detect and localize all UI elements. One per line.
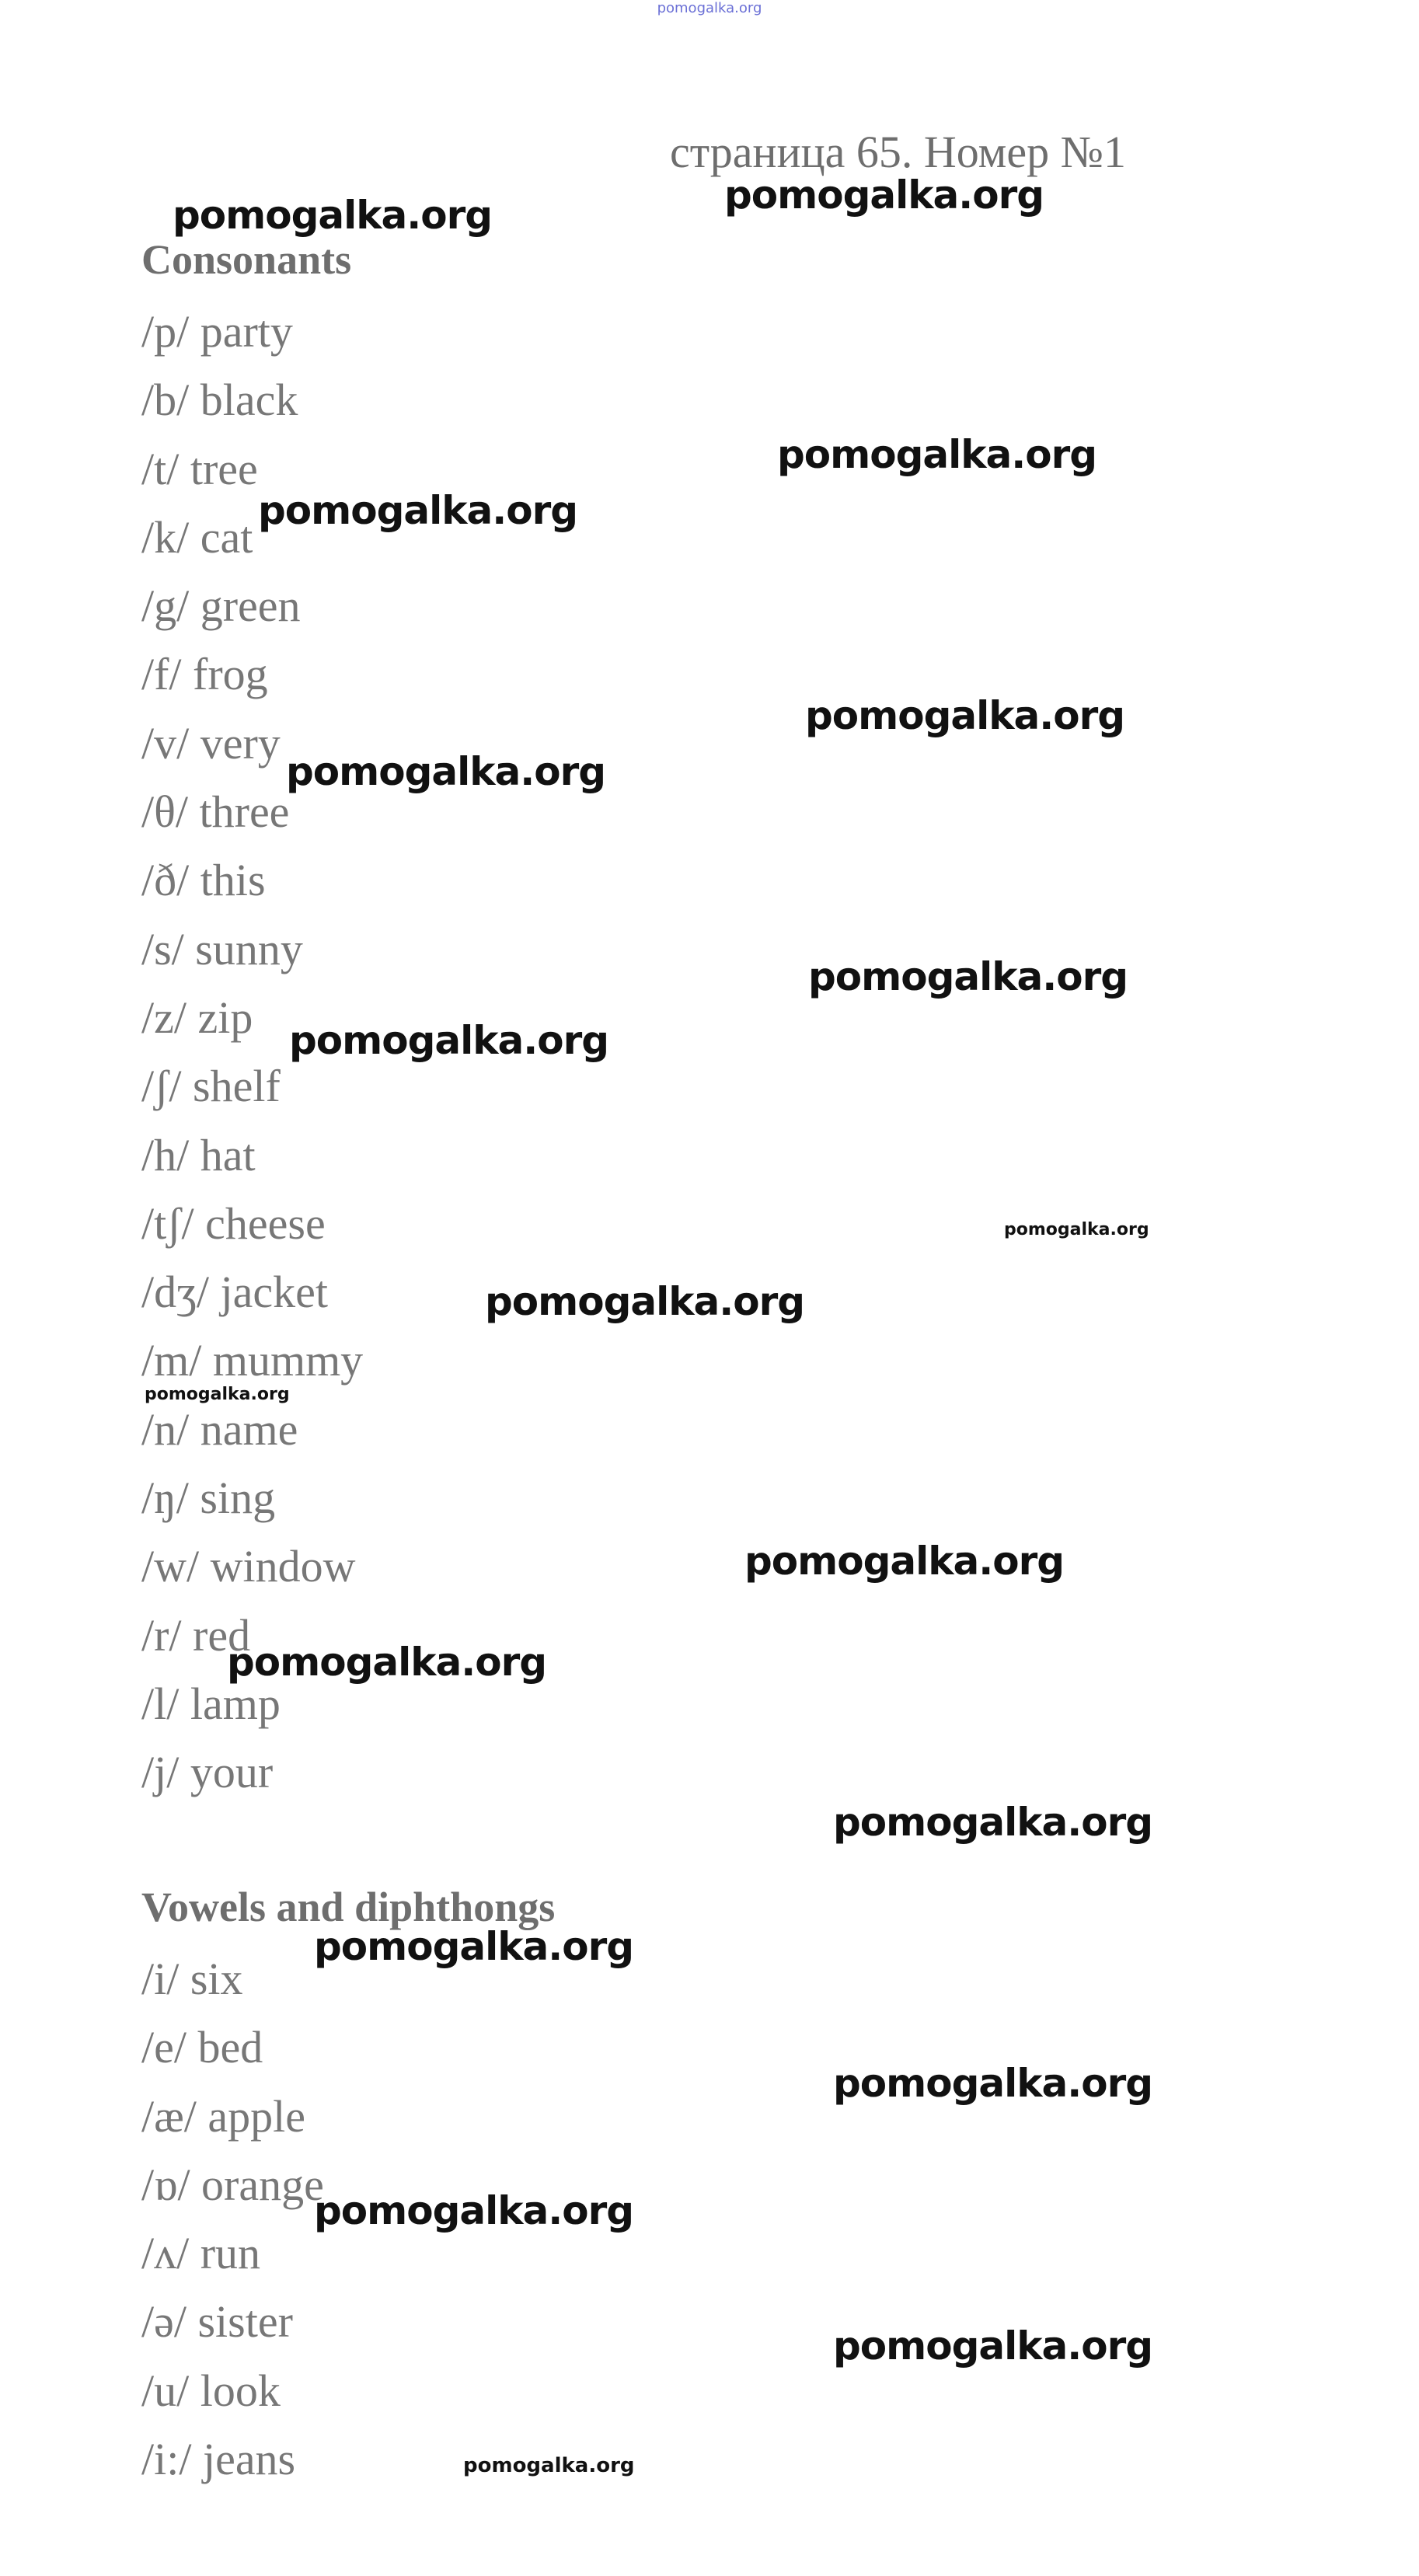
list-item: /ɒ/ orange <box>141 2159 324 2210</box>
list-item: /tʃ/ cheese <box>141 1197 326 1249</box>
watermark: pomogalka.org <box>744 1539 1065 1584</box>
list-item: /i/ six <box>141 1954 243 2004</box>
list-item: /j/ your <box>141 1747 274 1798</box>
watermark: pomogalka.org <box>833 2061 1153 2106</box>
list-item: /h/ hat <box>141 1129 256 1180</box>
list-item: /n/ name <box>141 1403 298 1455</box>
watermark: pomogalka.org <box>289 1018 609 1063</box>
watermark: pomogalka.org <box>1004 1220 1149 1239</box>
list-item: /ʃ/ shelf <box>141 1061 281 1112</box>
list-item: /t/ tree <box>141 443 258 494</box>
list-item: /θ/ three <box>141 786 290 838</box>
list-item: /w/ window <box>141 1541 356 1592</box>
list-item: /l/ lamp <box>141 1678 281 1729</box>
watermark: pomogalka.org <box>833 1800 1153 1845</box>
watermark: pomogalka.org <box>777 432 1097 477</box>
list-item: /æ/ apple <box>141 2090 306 2142</box>
vowels-heading: Vowels and diphthongs <box>141 1884 556 1930</box>
list-item: /ə/ sister <box>141 2296 293 2348</box>
list-item: /k/ cat <box>141 511 253 563</box>
watermark: pomogalka.org <box>286 749 606 794</box>
list-item: /s/ sunny <box>141 923 303 974</box>
vowels-list <box>141 1945 324 2494</box>
consonants-heading: Consonants <box>141 236 352 283</box>
list-item: /ʌ/ run <box>141 2228 261 2279</box>
watermark: pomogalka.org <box>173 193 493 238</box>
page-title: страница 65. Номер №1 <box>670 127 1126 177</box>
watermark: pomogalka.org <box>724 173 1044 218</box>
list-item: /dʒ/ jacket <box>141 1267 328 1318</box>
top-site-link[interactable]: pomogalka.org <box>657 0 762 16</box>
watermark: pomogalka.org <box>485 1279 805 1324</box>
watermark: pomogalka.org <box>227 1640 547 1685</box>
list-item: /u/ look <box>141 2365 281 2416</box>
list-item: /m/ mummy <box>141 1335 364 1386</box>
list-item: /p/ party <box>141 306 293 357</box>
list-item: /r/ red <box>141 1609 251 1661</box>
list-item: /f/ frog <box>141 649 268 700</box>
watermark: pomogalka.org <box>808 954 1128 999</box>
list-item: /i:/ jeans <box>141 2434 296 2485</box>
watermark: pomogalka.org <box>833 2323 1153 2369</box>
watermark: pomogalka.org <box>463 2454 635 2477</box>
watermark: pomogalka.org <box>314 2188 634 2233</box>
watermark: pomogalka.org <box>314 1924 634 1969</box>
list-item: /z/ zip <box>141 992 253 1043</box>
watermark: pomogalka.org <box>145 1385 290 1404</box>
list-item: /v/ very <box>141 717 281 769</box>
list-item: /b/ black <box>141 375 298 426</box>
list-item: /e/ bed <box>141 2022 263 2073</box>
list-item: /ŋ/ sing <box>141 1473 276 1524</box>
watermark: pomogalka.org <box>258 488 578 533</box>
list-item: /ð/ this <box>141 855 266 906</box>
watermark: pomogalka.org <box>805 693 1125 738</box>
list-item: /g/ green <box>141 580 301 632</box>
